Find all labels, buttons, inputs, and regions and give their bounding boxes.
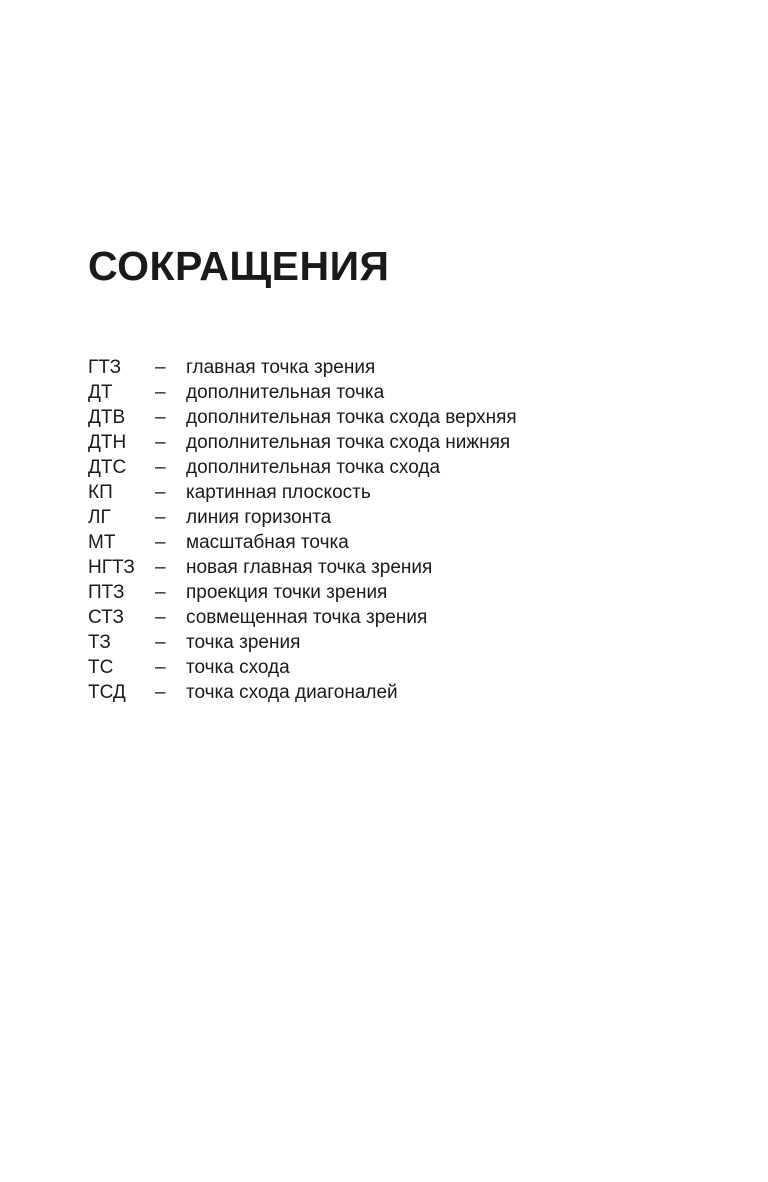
abbreviation-dash: – bbox=[155, 657, 166, 678]
page-title: СОКРАЩЕНИЯ bbox=[88, 243, 390, 289]
abbreviation-meaning: картинная плоскость bbox=[186, 482, 371, 503]
abbreviation-code: ДТС bbox=[88, 457, 127, 478]
abbreviation-meaning: совмещенная точка зрения bbox=[186, 607, 428, 628]
abbreviation-dash: – bbox=[155, 532, 166, 553]
abbreviation-code: КП bbox=[88, 482, 113, 503]
abbreviation-dash: – bbox=[155, 357, 166, 378]
abbreviation-dash: – bbox=[155, 382, 166, 403]
abbreviation-dash: – bbox=[155, 607, 166, 628]
abbreviation-meaning: дополнительная точка схода нижняя bbox=[186, 432, 511, 453]
abbreviation-dash: – bbox=[155, 632, 166, 653]
abbreviation-code: ПТЗ bbox=[88, 582, 125, 603]
abbreviation-dash: – bbox=[155, 432, 166, 453]
abbreviation-meaning: масштабная точка bbox=[186, 532, 349, 553]
abbreviation-code: ГТЗ bbox=[88, 357, 122, 378]
abbreviation-meaning: новая главная точка зрения bbox=[186, 557, 433, 578]
abbreviation-meaning: дополнительная точка схода bbox=[186, 457, 441, 478]
abbreviation-dash: – bbox=[155, 482, 166, 503]
abbreviation-code: НГТЗ bbox=[88, 557, 135, 578]
abbreviation-meaning: главная точка зрения bbox=[186, 357, 376, 378]
abbreviation-code: ТЗ bbox=[88, 632, 111, 653]
abbreviation-meaning: дополнительная точка bbox=[186, 382, 385, 403]
abbreviation-meaning: линия горизонта bbox=[186, 507, 332, 528]
abbreviation-dash: – bbox=[155, 407, 166, 428]
abbreviation-dash: – bbox=[155, 582, 166, 603]
abbreviation-dash: – bbox=[155, 557, 166, 578]
abbreviation-meaning: точка схода диагоналей bbox=[186, 682, 398, 703]
abbreviation-code: ДТВ bbox=[88, 407, 126, 428]
abbreviation-code: ТСД bbox=[88, 682, 126, 703]
abbreviation-meaning: точка схода bbox=[186, 657, 290, 678]
abbreviation-code: СТЗ bbox=[88, 607, 124, 628]
abbreviation-dash: – bbox=[155, 682, 166, 703]
abbreviation-meaning: дополнительная точка схода верхняя bbox=[186, 407, 517, 428]
abbreviation-code: ДТ bbox=[88, 382, 113, 403]
abbreviation-code: ЛГ bbox=[88, 507, 111, 528]
abbreviation-dash: – bbox=[155, 457, 166, 478]
abbreviation-code: МТ bbox=[88, 532, 116, 553]
abbreviation-code: ДТН bbox=[88, 432, 127, 453]
abbreviation-code: ТС bbox=[88, 657, 114, 678]
abbreviation-dash: – bbox=[155, 507, 166, 528]
abbreviation-meaning: точка зрения bbox=[186, 632, 301, 653]
abbreviation-meaning: проекция точки зрения bbox=[186, 582, 388, 603]
